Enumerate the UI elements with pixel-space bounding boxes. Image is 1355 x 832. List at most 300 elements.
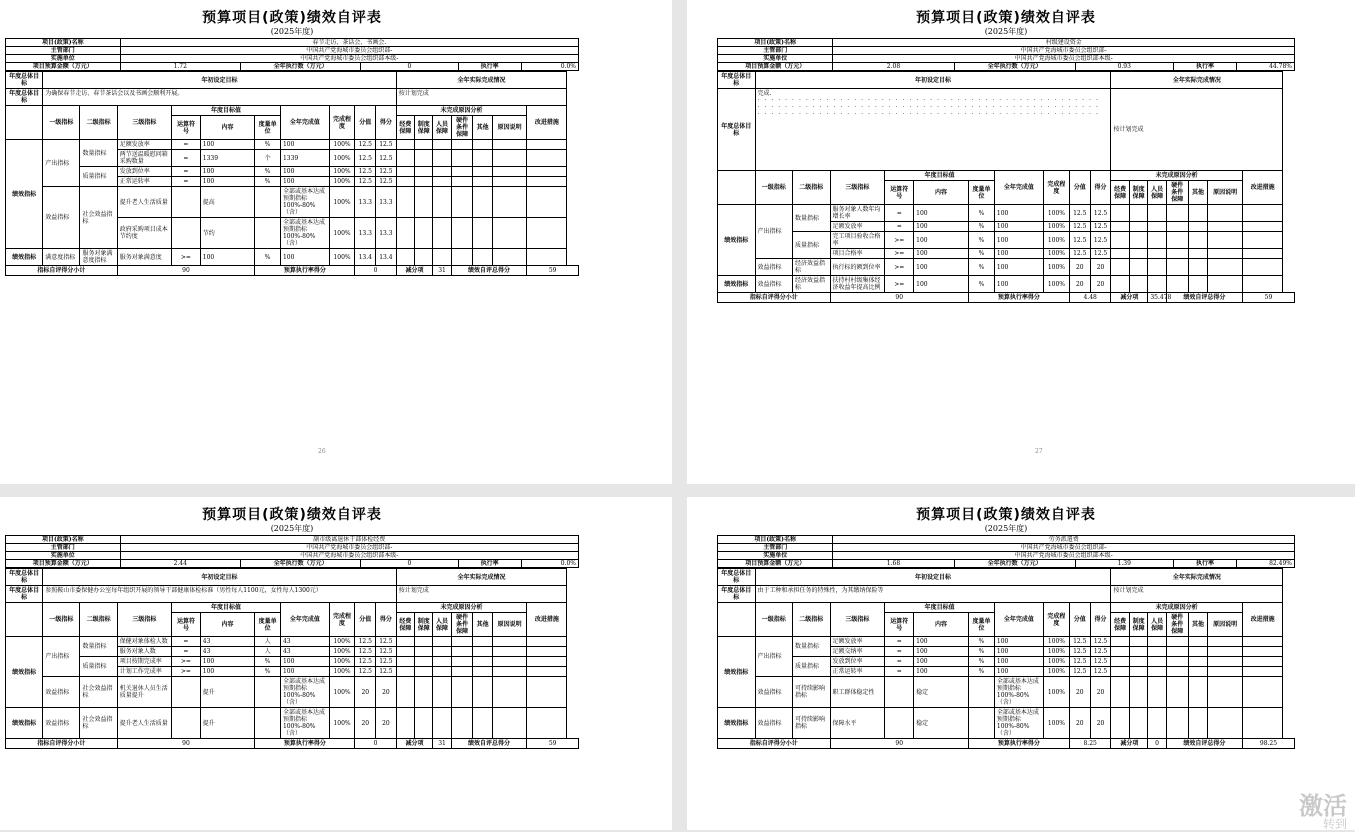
completion-cell: 100% <box>1043 637 1069 647</box>
label-r2: 制度保障 <box>1129 181 1147 205</box>
operator-cell: = <box>885 657 914 667</box>
blank <box>6 106 43 140</box>
label-level3: 三级指标 <box>830 171 885 205</box>
label-r4: 硬件条件保障 <box>451 613 473 637</box>
label-unit-measure: 度量单位 <box>968 613 994 637</box>
level3-cell: 足额交纳率 <box>830 647 885 657</box>
reason-cell <box>527 677 567 708</box>
reason-cell <box>433 647 451 657</box>
full-year-cell: 43 <box>280 647 329 657</box>
reason-cell <box>415 218 433 249</box>
score-value-cell: 12.5 <box>355 140 376 150</box>
page-number: 27 <box>1035 448 1043 455</box>
reason-cell <box>1148 708 1166 739</box>
form-year: (2025年度) <box>270 524 314 533</box>
label-plan-goal: 年初设定目标 <box>755 72 1111 89</box>
label-score-got: 得分 <box>1090 603 1111 637</box>
completion-cell: 100% <box>329 177 355 187</box>
reason-cell <box>473 657 492 667</box>
label-unit: 实施单位 <box>6 55 121 63</box>
completion-cell: 100% <box>329 150 355 167</box>
score-got-cell: 12.5 <box>1090 232 1111 249</box>
label-annual-goal-2: 年度总体目标 <box>6 586 43 603</box>
level3-cell: 项目合格率 <box>830 249 885 259</box>
reason-cell <box>492 187 526 218</box>
reason-cell <box>492 647 526 657</box>
reason-cell <box>1111 222 1129 232</box>
label-level2: 二级指标 <box>793 603 831 637</box>
indicator-row <box>718 232 1295 249</box>
reason-cell <box>473 167 492 177</box>
operator-cell: = <box>172 637 201 647</box>
unit-cell: 人 <box>255 637 281 647</box>
total-value: 59 <box>527 739 579 749</box>
subtotal-value: 90 <box>117 739 254 749</box>
level1-cell: 绩效指标 <box>718 276 756 293</box>
content-cell: 100 <box>914 637 969 647</box>
label-budget-score: 预算执行率得分 <box>968 739 1069 749</box>
department-value: 中国共产党海城市委员会组织部- <box>120 544 578 552</box>
label-budget-score: 预算执行率得分 <box>255 266 355 276</box>
completion-cell: 100% <box>1043 249 1069 259</box>
label-score-value: 分值 <box>1069 171 1090 205</box>
score-value-cell: 12.5 <box>355 647 376 657</box>
reason-cell <box>473 177 492 187</box>
reason-cell <box>473 140 492 150</box>
level3-cell: 扶持村村级集体经济收益年提高比例 <box>830 276 885 293</box>
reason-cell <box>415 637 433 647</box>
label-project-name: 项目(政策)名称 <box>718 39 833 47</box>
score-value-cell: 20 <box>1069 276 1090 293</box>
reason-cell <box>1148 249 1166 259</box>
reason-cell <box>1166 249 1188 259</box>
score-got-cell: 12.5 <box>1090 637 1111 647</box>
completion-cell: 100% <box>329 667 355 677</box>
label-total: 绩效自评总得分 <box>451 739 527 749</box>
label-r5: 其他 <box>473 116 492 140</box>
level1-cell: 绩效指标 <box>718 205 756 276</box>
score-value-cell: 20 <box>1069 708 1090 739</box>
reason-cell <box>396 677 414 708</box>
reason-cell <box>1242 222 1282 232</box>
reason-cell <box>415 647 433 657</box>
header-table <box>717 38 1295 71</box>
label-total: 绩效自评总得分 <box>451 266 527 276</box>
reason-cell <box>396 249 414 266</box>
operator-cell <box>885 677 914 708</box>
reason-cell <box>1129 667 1147 677</box>
full-year-cell: 100 <box>994 222 1043 232</box>
label-target-value: 年度目标值 <box>885 171 995 181</box>
reason-cell <box>433 249 451 266</box>
label-full-year: 全年完成值 <box>994 171 1043 205</box>
operator-cell: >= <box>885 259 914 276</box>
level2b-cell: 质量指标 <box>80 167 117 187</box>
reason-cell <box>473 637 492 647</box>
score-value-cell: 12.5 <box>355 150 376 167</box>
full-year-cell: 100 <box>994 232 1043 249</box>
actual-text: 按计划完成 <box>1111 586 1283 603</box>
reason-cell <box>1148 259 1166 276</box>
reason-cell <box>1242 647 1282 657</box>
reason-cell <box>1111 205 1129 222</box>
label-budget-score: 预算执行率得分 <box>255 739 355 749</box>
subtotal-value: 90 <box>830 293 968 303</box>
label-plan-goal: 年初设定目标 <box>43 72 396 89</box>
reason-cell <box>1166 232 1188 249</box>
reason-cell <box>1166 259 1188 276</box>
reason-cell <box>1148 647 1166 657</box>
exec-rate-value: 44.78% <box>1237 63 1295 71</box>
exec-value: 1.39 <box>1075 560 1173 568</box>
label-deduct: 减分项 <box>1111 739 1148 749</box>
content-cell: 43 <box>200 647 254 657</box>
header-table <box>5 535 579 568</box>
score-value-cell: 12.5 <box>1069 222 1090 232</box>
label-improve: 改进措施 <box>1242 603 1282 637</box>
label-r6: 原因说明 <box>492 613 526 637</box>
performance-table <box>717 568 1295 749</box>
reason-cell <box>451 218 473 249</box>
label-budget-score: 预算执行率得分 <box>968 293 1069 303</box>
reason-cell <box>1166 657 1188 667</box>
label-full-year: 全年完成值 <box>994 603 1043 637</box>
reason-cell <box>473 150 492 167</box>
reason-cell <box>1242 259 1282 276</box>
label-full-year: 全年完成值 <box>280 603 329 637</box>
reason-cell <box>1188 708 1208 739</box>
label-actual-done: 全年实际完成情况 <box>1111 72 1283 89</box>
score-got-cell: 20 <box>1090 259 1111 276</box>
completion-cell: 100% <box>329 677 355 708</box>
indicator-row <box>6 657 579 667</box>
reason-cell <box>1188 677 1208 708</box>
reason-cell <box>451 167 473 177</box>
indicator-row <box>6 637 579 647</box>
level3-cell: 正常运转率 <box>830 667 885 677</box>
level2-group: 效益指标 <box>43 708 80 739</box>
level2-group: 效益指标 <box>43 187 80 249</box>
score-value-cell: 13.4 <box>355 249 376 266</box>
reason-cell <box>396 708 414 739</box>
page-number: 26 <box>318 448 326 455</box>
indicator-row <box>6 249 579 266</box>
reason-cell <box>451 667 473 677</box>
label-subtotal: 指标自评得分小计 <box>718 739 831 749</box>
content-cell: 100 <box>914 276 969 293</box>
content-cell: 100 <box>914 232 969 249</box>
label-score-got: 得分 <box>376 106 397 140</box>
label-budget: 项目预算金额（万元） <box>6 560 121 568</box>
reason-cell <box>1166 647 1188 657</box>
reason-cell <box>1111 708 1129 739</box>
unit-cell: % <box>968 232 994 249</box>
label-score-value: 分值 <box>1069 603 1090 637</box>
score-got-cell: 12.5 <box>1090 647 1111 657</box>
reason-cell <box>1242 249 1282 259</box>
score-got-cell: 13.3 <box>376 218 397 249</box>
reason-cell <box>415 249 433 266</box>
reason-cell <box>396 647 414 657</box>
project-name: 春节走访、茶话会、书画会. <box>120 39 578 47</box>
level3-cell: 保健对象体检人数 <box>117 637 171 647</box>
label-annual-goal: 年度总体目标 <box>718 72 756 89</box>
score-value-cell: 20 <box>1069 259 1090 276</box>
operator-cell: = <box>885 667 914 677</box>
level2b-cell: 数量指标 <box>80 140 117 167</box>
label-exec-rate: 执行率 <box>458 560 521 568</box>
reason-cell <box>1242 232 1282 249</box>
label-annual-goal: 年度总体目标 <box>718 569 756 586</box>
actual-text: 按计划完成 <box>396 89 567 106</box>
unit-cell: % <box>968 637 994 647</box>
reason-cell <box>1208 232 1243 249</box>
unit-cell: % <box>968 667 994 677</box>
label-improve: 改进措施 <box>1242 171 1282 205</box>
score-value-cell: 12.5 <box>355 637 376 647</box>
reason-cell <box>492 657 526 667</box>
level3-cell: 机关退休人员生活质量提升 <box>117 677 171 708</box>
label-level2: 二级指标 <box>80 603 117 637</box>
label-content: 内容 <box>200 116 254 140</box>
unit-cell: % <box>968 657 994 667</box>
reason-cell <box>1188 637 1208 647</box>
level2-group: 产出指标 <box>755 205 793 259</box>
operator-cell: = <box>172 647 201 657</box>
reason-cell <box>492 249 526 266</box>
content-cell: 提升 <box>200 677 254 708</box>
reason-cell <box>433 708 451 739</box>
completion-cell: 100% <box>1043 222 1069 232</box>
label-subtotal: 指标自评得分小计 <box>718 293 831 303</box>
full-year-cell: 100 <box>280 667 329 677</box>
indicator-row <box>718 708 1295 739</box>
reason-cell <box>527 647 567 657</box>
level3-cell: 保障水平 <box>830 708 885 739</box>
reason-cell <box>1166 677 1188 708</box>
operator-cell: >= <box>172 249 201 266</box>
reason-cell <box>1242 657 1282 667</box>
reason-cell <box>527 667 567 677</box>
operator-cell: = <box>172 140 201 150</box>
score-value-cell: 12.5 <box>1069 205 1090 222</box>
score-value-cell: 12.5 <box>355 167 376 177</box>
level2b-cell: 经济效益指标 <box>793 259 831 276</box>
level3-cell: 两节送温暖慰问箱采购数量 <box>117 150 171 167</box>
indicator-row <box>718 276 1295 293</box>
content-cell: 100 <box>200 657 254 667</box>
reason-cell <box>1111 647 1129 657</box>
operator-cell: = <box>172 167 201 177</box>
label-annual-goal-2: 年度总体目标 <box>718 89 756 171</box>
label-r4: 硬件条件保障 <box>451 116 473 140</box>
label-department: 主管部门 <box>6 544 121 552</box>
reason-cell <box>1166 205 1188 222</box>
label-subtotal: 指标自评得分小计 <box>6 739 118 749</box>
reason-cell <box>1111 232 1129 249</box>
form-year: (2025年度) <box>270 27 314 36</box>
full-year-cell: 100 <box>280 167 329 177</box>
reason-cell <box>527 708 567 739</box>
reason-cell <box>396 150 414 167</box>
unit-cell: % <box>968 259 994 276</box>
score-got-cell: 12.5 <box>376 657 397 667</box>
project-name: 村级建设资金 <box>833 39 1295 47</box>
exec-rate-value: 0.0% <box>521 63 578 71</box>
score-value-cell: 12.5 <box>355 657 376 667</box>
content-cell: 提高 <box>200 187 254 218</box>
reason-cell <box>433 150 451 167</box>
budget-score-value: 0 <box>355 266 396 276</box>
label-deduct: 减分项 <box>1111 293 1148 303</box>
label-department: 主管部门 <box>6 47 121 55</box>
score-value-cell: 20 <box>355 708 376 739</box>
unit-cell: % <box>255 140 281 150</box>
full-year-cell: 全部或基本达成预期指标100%-80%（含） <box>280 677 329 708</box>
deduct-value: 31 <box>433 739 451 749</box>
level2b-cell: 质量指标 <box>793 232 831 259</box>
operator-cell: >= <box>172 667 201 677</box>
label-deduct: 减分项 <box>396 266 433 276</box>
level3-cell: 项目按期完成率 <box>117 657 171 667</box>
label-completion: 完成程度 <box>1043 603 1069 637</box>
level3-cell: 足额发放率 <box>117 140 171 150</box>
label-content: 内容 <box>914 181 969 205</box>
reason-cell <box>451 677 473 708</box>
level3-cell: 执行标的额到位率 <box>830 259 885 276</box>
reason-cell <box>415 667 433 677</box>
score-got-cell: 12.5 <box>376 637 397 647</box>
label-project-name: 项目(政策)名称 <box>718 536 833 544</box>
reason-cell <box>1111 667 1129 677</box>
indicator-row <box>6 167 579 177</box>
reason-cell <box>527 249 567 266</box>
label-annual-goal-2: 年度总体目标 <box>6 89 43 106</box>
reason-cell <box>527 657 567 667</box>
reason-cell <box>1208 222 1243 232</box>
blank <box>718 603 756 637</box>
reason-cell <box>473 218 492 249</box>
score-value-cell: 12.5 <box>1069 249 1090 259</box>
indicator-row <box>718 637 1295 647</box>
operator-cell: = <box>172 177 201 187</box>
level2b-cell: 数量指标 <box>793 637 831 657</box>
label-r6: 原因说明 <box>1208 613 1243 637</box>
full-year-cell: 全部或基本达成预期指标100%-80%（含） <box>280 218 329 249</box>
unit-value: 中国共产党海城市委员会组织部本级- <box>120 55 578 63</box>
reason-cell <box>1148 657 1166 667</box>
reason-cell <box>1208 637 1243 647</box>
reason-cell <box>451 187 473 218</box>
exec-rate-value: 0.0% <box>521 560 578 568</box>
level3-cell: 提升老人生活质量 <box>117 708 171 739</box>
reason-cell <box>1188 232 1208 249</box>
unit-cell: % <box>255 249 281 266</box>
reason-cell <box>1188 222 1208 232</box>
reason-cell <box>1129 259 1147 276</box>
reason-cell <box>396 140 414 150</box>
reason-cell <box>1208 249 1243 259</box>
performance-form <box>717 10 1295 303</box>
label-annual-exec: 全年执行数（万元） <box>954 560 1075 568</box>
label-level2: 二级指标 <box>80 106 117 140</box>
reason-cell <box>1208 708 1243 739</box>
level2b-cell: 数量指标 <box>793 205 831 232</box>
operator-cell: = <box>885 647 914 657</box>
indicator-row <box>6 187 579 218</box>
label-plan-goal: 年初设定目标 <box>755 569 1111 586</box>
reason-cell <box>1129 708 1147 739</box>
unit-cell <box>255 708 281 739</box>
document-page-3 <box>0 497 672 830</box>
label-target-value: 年度目标值 <box>172 603 281 613</box>
full-year-cell: 100 <box>280 657 329 667</box>
completion-cell: 100% <box>329 167 355 177</box>
score-got-cell: 12.5 <box>1090 657 1111 667</box>
content-cell: 100 <box>200 249 254 266</box>
label-unfinished: 未完成原因分析 <box>1111 603 1243 613</box>
full-year-cell: 1339 <box>280 150 329 167</box>
reason-cell <box>1188 259 1208 276</box>
reason-cell <box>1188 205 1208 222</box>
reason-cell <box>492 667 526 677</box>
reason-cell <box>1129 657 1147 667</box>
completion-cell: 100% <box>329 647 355 657</box>
full-year-cell: 100 <box>994 647 1043 657</box>
label-r3: 人员保障 <box>1148 181 1166 205</box>
operator-cell: >= <box>885 276 914 293</box>
label-budget: 项目预算金额（万元） <box>6 63 121 71</box>
reason-cell <box>527 177 567 187</box>
reason-cell <box>1111 249 1129 259</box>
reason-cell <box>492 677 526 708</box>
reason-cell <box>451 150 473 167</box>
reason-cell <box>1242 637 1282 647</box>
label-r4: 硬件条件保障 <box>1166 613 1188 637</box>
reason-cell <box>1148 677 1166 708</box>
budget-value: 2.44 <box>120 560 240 568</box>
label-annual-exec: 全年执行数（万元） <box>954 63 1075 71</box>
performance-table <box>5 568 579 749</box>
content-cell: 100 <box>200 177 254 187</box>
reason-cell <box>527 187 567 218</box>
score-got-cell: 12.5 <box>1090 222 1111 232</box>
indicator-row <box>6 677 579 708</box>
reason-cell <box>1188 667 1208 677</box>
label-budget: 项目预算金额（万元） <box>718 63 833 71</box>
completion-cell: 100% <box>329 140 355 150</box>
reason-cell <box>1111 677 1129 708</box>
reason-cell <box>433 218 451 249</box>
label-department: 主管部门 <box>718 544 833 552</box>
content-cell: 100 <box>914 667 969 677</box>
level2-group: 效益指标 <box>755 677 793 708</box>
label-score-got: 得分 <box>1090 171 1111 205</box>
label-project-name: 项目(政策)名称 <box>6 39 121 47</box>
goal-text: 为确保春节走访、春节茶话会以及书画会顺利开展。 <box>43 89 396 106</box>
exec-rate-value: 82.49% <box>1237 560 1295 568</box>
completion-cell: 100% <box>329 637 355 647</box>
indicator-row <box>718 677 1295 708</box>
reason-cell <box>1188 647 1208 657</box>
full-year-cell: 100 <box>994 637 1043 647</box>
project-name: 劳务派遣费 <box>833 536 1295 544</box>
unit-cell: 人 <box>255 647 281 657</box>
label-level2: 二级指标 <box>793 171 831 205</box>
document-page-4 <box>687 497 1355 830</box>
score-got-cell: 20 <box>1090 708 1111 739</box>
label-department: 主管部门 <box>718 47 833 55</box>
